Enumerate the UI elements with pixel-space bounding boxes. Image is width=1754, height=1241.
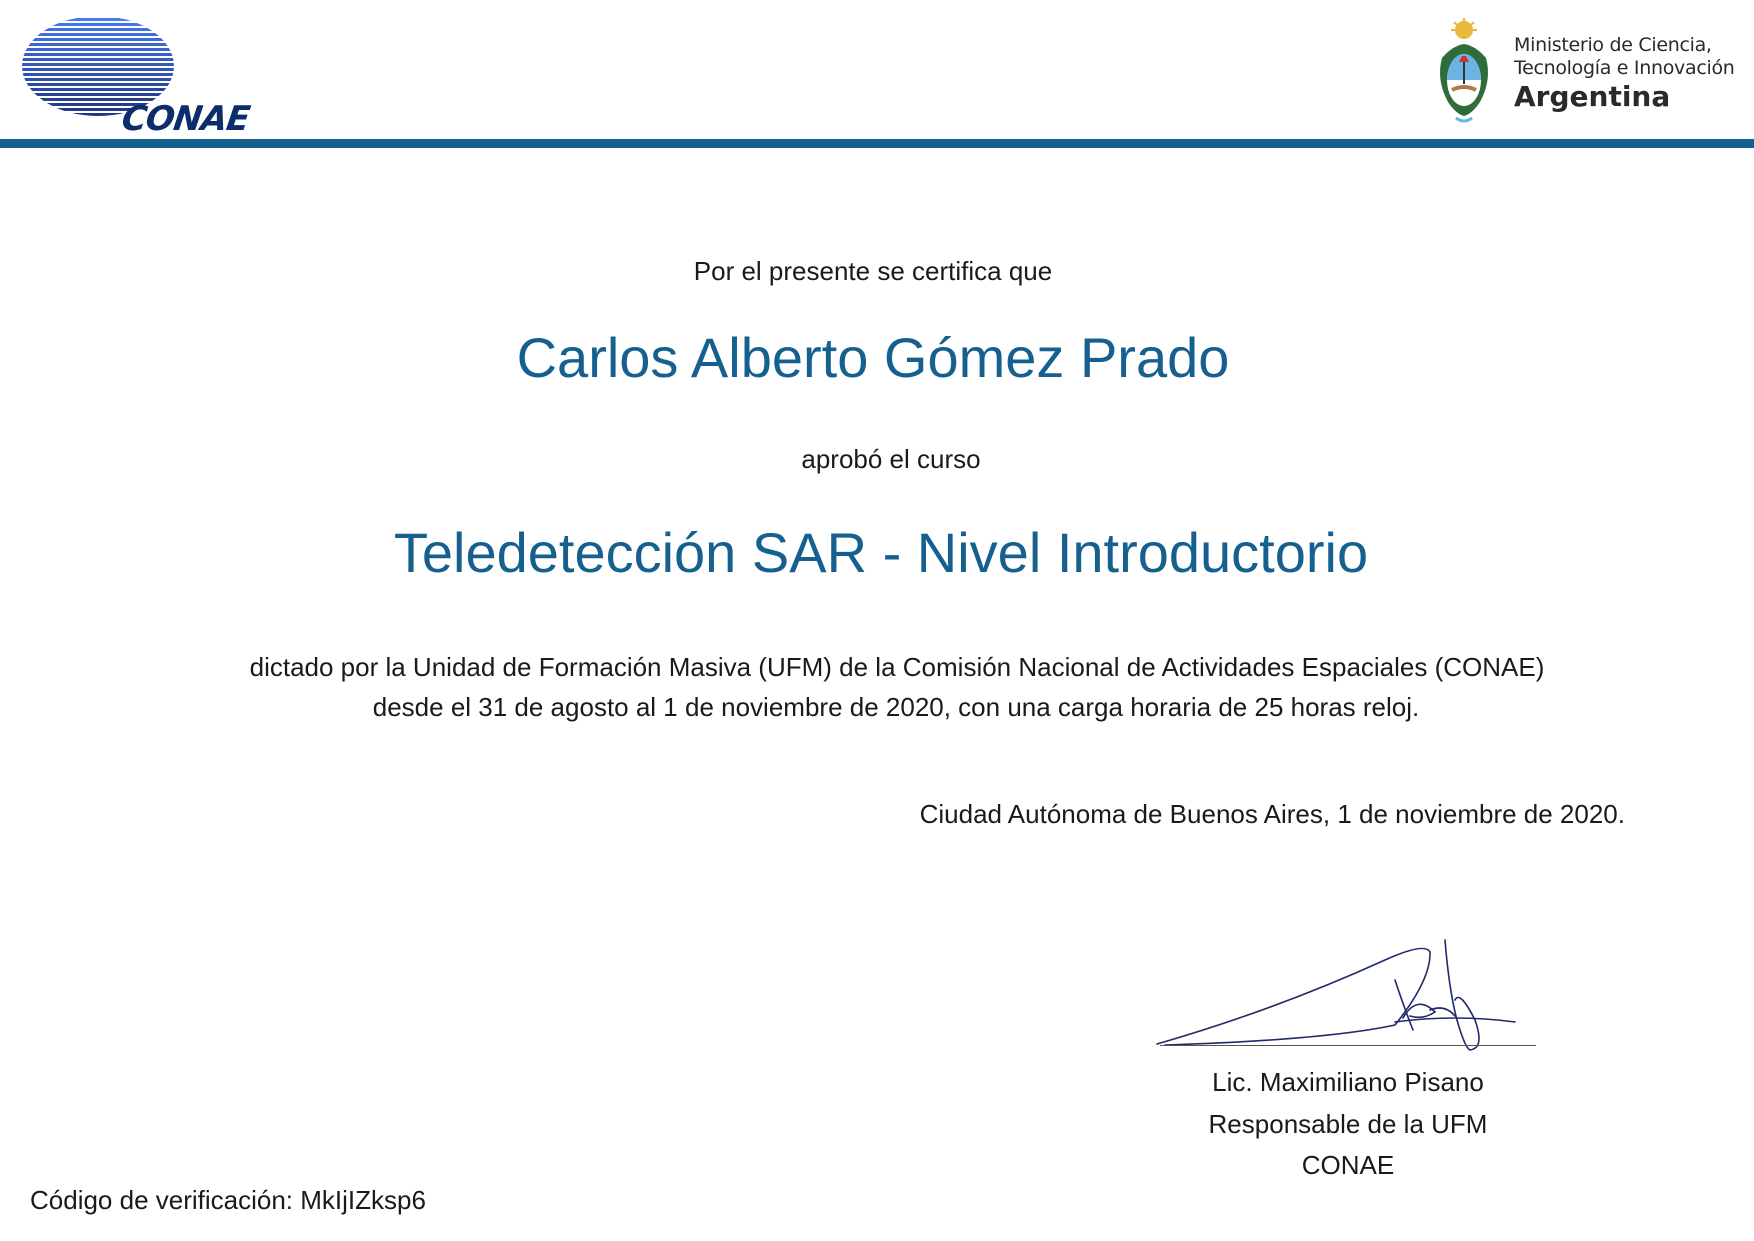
signature-line [1160,1045,1536,1046]
conae-logo-stripe [20,88,200,91]
course-title: Teledetección SAR - Nivel Introductorio [393,521,1369,584]
course-detail-line1: dictado por la Unidad de Formación Masiva (UFM) de la Comisión Nacional de Actividades Espaciales (CONAE) [249,652,1545,682]
recipient-name: Carlos Alberto Gómez Prado [516,326,1230,389]
conae-logo-stripe [20,68,200,71]
handwritten-signature [1155,930,1535,1060]
conae-logo-stripe [20,78,200,81]
conae-logo-stripe [20,33,200,36]
signer-organization: CONAE [1301,1150,1395,1180]
conae-logo-stripe [20,18,200,21]
approved-text: aprobó el curso [801,444,981,474]
ministry-logo [1426,18,1746,126]
ministry-name-line2: Tecnología e Innovación [1514,57,1735,79]
course-detail-line2: desde el 31 de agosto al 1 de noviembre de 2020, con una carga horaria de 25 horas reloj. [372,692,1420,722]
signer-role: Responsable de la UFM [1208,1109,1488,1139]
conae-logo-stripe [20,63,200,66]
header-divider [0,139,1754,148]
conae-logo-stripe [20,83,200,86]
signer-name: Lic. Maximiliano Pisano [1212,1067,1484,1097]
conae-logo-text: CONAE [119,99,252,139]
certification-intro: Por el presente se certifica que [693,256,1053,286]
ministry-country: Argentina [1514,80,1671,113]
conae-logo-stripe [20,58,200,61]
conae-logo-stripe [20,38,200,41]
conae-logo-stripe [20,23,200,26]
conae-logo [20,14,252,139]
place-and-date: Ciudad Autónoma de Buenos Aires, 1 de noviembre de 2020. [919,799,1625,829]
conae-logo-stripe [20,93,200,96]
conae-logo-stripe [20,53,200,56]
coat-of-arms-icon [1426,18,1502,126]
verification-code: Código de verificación: MkIjIZksp6 [30,1185,426,1215]
conae-logo-stripe [20,28,200,31]
conae-logo-stripe [20,73,200,76]
conae-logo-stripe [20,43,200,46]
ministry-name-line1: Ministerio de Ciencia, [1514,34,1712,56]
conae-logo-stripe [20,48,200,51]
